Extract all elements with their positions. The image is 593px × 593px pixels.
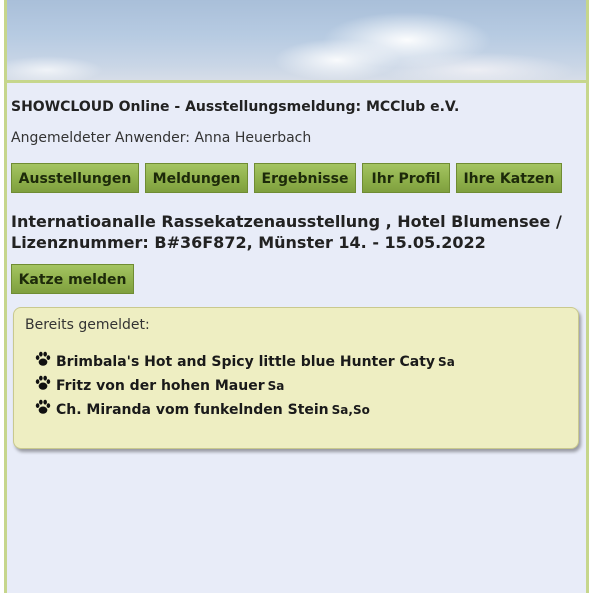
event-title-line1: Internatioanalle Rassekatzenausstellung , Hotel Blumensee / bbox=[11, 212, 562, 231]
list-item bbox=[34, 374, 455, 398]
cat-days: Sa,So bbox=[331, 403, 370, 417]
event-title bbox=[11, 211, 581, 253]
report-cat-button[interactable]: Katze melden bbox=[11, 264, 134, 294]
registered-cat-list bbox=[34, 350, 455, 422]
list-item bbox=[34, 398, 455, 422]
cat-days: Sa bbox=[438, 355, 455, 369]
header-banner-image bbox=[7, 0, 586, 80]
paw-icon bbox=[34, 398, 52, 416]
cat-name: Fritz von der hohen Mauer bbox=[56, 378, 265, 394]
nav-ausstellungen-button[interactable]: Ausstellungen bbox=[11, 163, 139, 193]
nav-katzen-button[interactable]: Ihre Katzen bbox=[456, 163, 562, 193]
nav-profil-button[interactable]: Ihr Profil bbox=[362, 163, 450, 193]
registered-cats-panel bbox=[13, 307, 579, 449]
cat-name: Ch. Miranda vom funkelnden Stein bbox=[56, 402, 329, 418]
paw-icon bbox=[34, 350, 52, 368]
logged-in-user: Angemeldeter Anwender: Anna Heuerbach bbox=[11, 130, 312, 146]
page-frame bbox=[4, 0, 589, 593]
list-item bbox=[34, 350, 455, 374]
event-title-line2: Lizenznummer: B#36F872, Münster 14. - 15.05.2022 bbox=[11, 233, 486, 252]
cat-name: Brimbala's Hot and Spicy little blue Hunter Caty bbox=[56, 354, 436, 370]
cat-days: Sa bbox=[267, 379, 285, 393]
nav-ergebnisse-button[interactable]: Ergebnisse bbox=[254, 163, 356, 193]
paw-icon bbox=[34, 374, 52, 392]
nav-meldungen-button[interactable]: Meldungen bbox=[145, 163, 248, 193]
main-content bbox=[7, 83, 586, 593]
site-title: SHOWCLOUD Online - Ausstellungsmeldung: MCClub e.V. bbox=[11, 99, 460, 115]
registered-heading: Bereits gemeldet: bbox=[25, 317, 150, 333]
